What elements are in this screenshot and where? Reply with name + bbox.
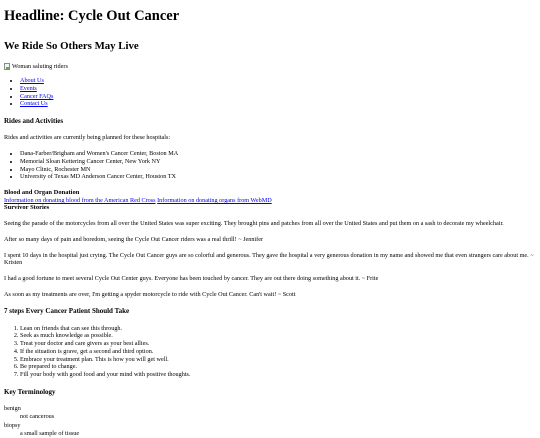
- step-item: 2. Seek as much knowledge as possible.: [20, 332, 536, 340]
- term-definition: a small sample of tissue: [20, 430, 80, 438]
- nav-item-faqs: [20, 93, 536, 101]
- term-definition: not cancerous: [20, 412, 55, 420]
- step-item: 4. If the situation is grave, get a second and third option.: [20, 348, 536, 356]
- survivor-stories-heading: Survivor Stories: [4, 204, 50, 212]
- survivor-story: After so many days of pain and boredom, seeing the Cycle Out Cancer riders was a real thrill! ~ Jennifer: [4, 235, 264, 243]
- broken-image-icon: [4, 63, 10, 70]
- webmd-organ-link[interactable]: Information on donating organs from WebMD: [157, 196, 272, 204]
- hospital-list: [4, 150, 536, 181]
- survivor-story: Seeing the parade of the motorcycles from all over the United States was super exciting. They brought pins and patches from all over the United States and put them on a sash to decorate my wheelchair.: [4, 220, 504, 228]
- terminology-heading: Key Terminology: [4, 387, 56, 396]
- survivor-story: As soon as my treatments are over, I'm getting a spyder motorcycle to ride with Cycle Out Cancer. Can't wait! ~ Scott: [4, 290, 296, 298]
- steps-heading: 7 steps Every Cancer Patient Should Take: [4, 307, 130, 316]
- step-item: 3. Treat your doctor and care givers as your best allies.: [20, 340, 536, 348]
- main-nav: [4, 77, 536, 108]
- survivor-story: I had a good fortune to meet several Cycle Out Center guys. Everyone has been touched by cancer. They are out there doing something about it. ~ Frite: [4, 274, 379, 282]
- step-item: 5. Embrace your treatment plan. This is how you will get well.: [20, 356, 536, 364]
- page: [0, 8, 540, 438]
- nav-link-events[interactable]: Events: [20, 85, 37, 93]
- nav-item-events: [20, 85, 536, 93]
- red-cross-blood-link[interactable]: Information on donating blood from the American Red Cross: [4, 196, 156, 204]
- nav-item-contact: [20, 100, 536, 108]
- term: biopsy: [4, 422, 21, 430]
- nav-link-about-us[interactable]: About Us: [20, 77, 44, 85]
- rides-heading: Rides and Activities: [4, 117, 64, 126]
- page-subheadline: We Ride So Others May Live: [4, 40, 139, 53]
- hero-image-alt: Woman saluting riders: [12, 63, 68, 71]
- hospital-item: • Memorial Sloan Kettering Cancer Center, New York NY: [20, 158, 536, 166]
- survivor-story: I spent 10 days in the hospital just crying. The Cycle Out Cancer guys are so colorful and generous. They gave the hospital a very generous donation in my name and showed me that even strangers care about me. ~ Kristen: [4, 251, 534, 267]
- step-item: 1. Lean on friends that can see this through.: [20, 325, 536, 333]
- hero-image: [4, 62, 536, 71]
- page-headline: Headline: Cycle Out Cancer: [4, 8, 180, 24]
- step-item: 7. Fill your body with good food and your mind with positive thoughts.: [20, 371, 536, 379]
- steps-list: [4, 325, 536, 379]
- hospital-item: • Mayo Clinic, Rochester MN: [20, 166, 536, 174]
- step-item: 6. Be prepared to change.: [20, 363, 536, 371]
- nav-link-contact-us[interactable]: Contact Us: [20, 100, 48, 108]
- nav-item-about: [20, 77, 536, 85]
- rides-intro: Rides and activities are currently being planned for these hospitals:: [4, 133, 171, 141]
- blood-donation-links: [4, 197, 536, 205]
- blood-donation-heading: Blood and Organ Donation: [4, 189, 80, 197]
- terminology-list: [4, 405, 536, 438]
- hospital-item: • University of Texas MD Anderson Cancer Center, Houston TX: [20, 173, 536, 181]
- hospital-item: • Dana-Farber/Brigham and Women's Cancer Center, Boston MA: [20, 150, 536, 158]
- nav-link-cancer-faqs[interactable]: Cancer FAQs: [20, 92, 54, 100]
- term: benign: [4, 405, 21, 413]
